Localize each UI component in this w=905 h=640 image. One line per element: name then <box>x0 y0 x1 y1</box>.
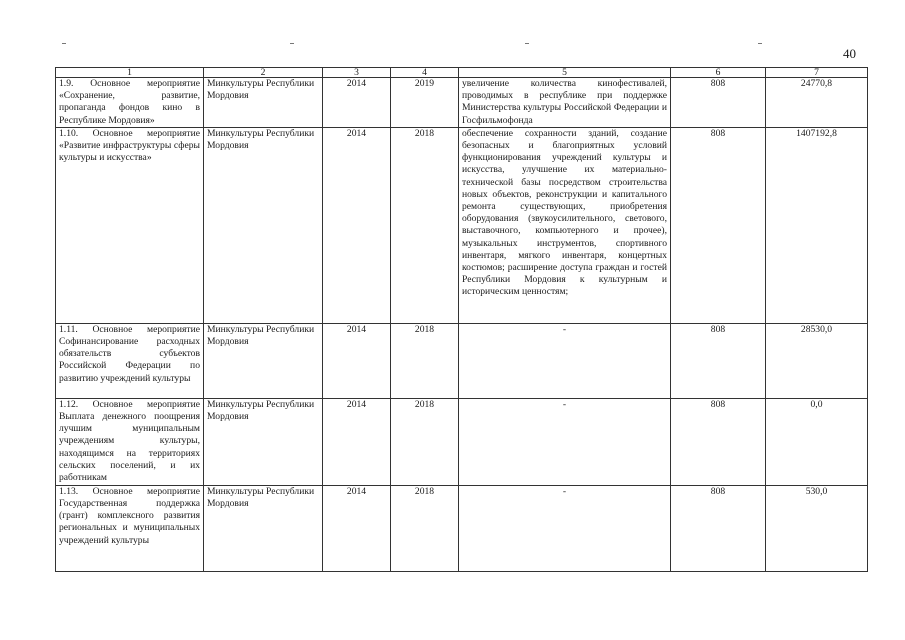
measure-name: 1.10. Основное мероприятие «Развитие инфраструктуры сферы культуры и искусства» <box>56 127 204 323</box>
page-number: 40 <box>843 46 856 61</box>
expected-result: увеличение количества кинофестивалей, проводимых в республике при поддержке Министерства культуры Российской Федерации и Госфильмофонда <box>459 78 671 128</box>
end-year: 2018 <box>391 398 459 485</box>
amount: 0,0 <box>766 398 868 485</box>
table-header-row <box>56 68 868 78</box>
measure-name: 1.11. Основное мероприятие Софинансирование расходных обязательств субъектов Российской Федерации по развитию учреждений культуры <box>56 323 204 398</box>
scan-mark <box>525 43 529 44</box>
column-header: 7 <box>766 68 868 78</box>
scan-mark <box>62 43 66 44</box>
table-row <box>56 398 868 485</box>
measures-table <box>55 67 868 572</box>
code: 808 <box>671 398 766 485</box>
expected-result: обеспечение сохранности зданий, создание безопасных и благоприятных условий функционирования учреждений культуры и искусства, улучшение их материально-технической базы посредством строительства новых объектов, реконструкции и капитального ремонта существующих, приобретения оборудования (звукоусилительного, светового, выставочного, компьютерного и прочее), музыкальных инструментов, спортивного инвентаря, мягкого инвентаря, концертных костюмов; расширение доступа граждан и гостей Республики Мордовия к культурным и историческим ценностям; <box>459 127 671 323</box>
code: 808 <box>671 485 766 571</box>
end-year: 2019 <box>391 78 459 128</box>
scan-mark <box>758 43 762 44</box>
scan-mark <box>290 43 294 44</box>
start-year: 2014 <box>323 323 391 398</box>
responsible-executor: Минкультуры Республики Мордовия <box>204 78 323 128</box>
responsible-executor: Минкультуры Республики Мордовия <box>204 485 323 571</box>
measure-name: 1.9. Основное мероприятие «Сохранение, развитие, пропаганда фондов кино в Республике Мордовия» <box>56 78 204 128</box>
column-header: 5 <box>459 68 671 78</box>
amount: 530,0 <box>766 485 868 571</box>
expected-result: - <box>459 323 671 398</box>
responsible-executor: Минкультуры Республики Мордовия <box>204 323 323 398</box>
measure-name: 1.12. Основное мероприятие Выплата денежного поощрения лучшим муниципальным учреждениям культуры, находящимся на территориях сельских поселений, и их работникам <box>56 398 204 485</box>
column-header: 1 <box>56 68 204 78</box>
amount: 28530,0 <box>766 323 868 398</box>
responsible-executor: Минкультуры Республики Мордовия <box>204 398 323 485</box>
column-header: 2 <box>204 68 323 78</box>
amount: 24770,8 <box>766 78 868 128</box>
amount: 1407192,8 <box>766 127 868 323</box>
code: 808 <box>671 127 766 323</box>
code: 808 <box>671 78 766 128</box>
expected-result: - <box>459 485 671 571</box>
code: 808 <box>671 323 766 398</box>
table-row <box>56 323 868 398</box>
column-header: 6 <box>671 68 766 78</box>
column-header: 3 <box>323 68 391 78</box>
end-year: 2018 <box>391 485 459 571</box>
responsible-executor: Минкультуры Республики Мордовия <box>204 127 323 323</box>
measure-name: 1.13. Основное мероприятие Государственная поддержка (грант) комплексного развития региональных и муниципальных учреждений культуры <box>56 485 204 571</box>
end-year: 2018 <box>391 323 459 398</box>
column-header: 4 <box>391 68 459 78</box>
start-year: 2014 <box>323 127 391 323</box>
start-year: 2014 <box>323 485 391 571</box>
table-row <box>56 127 868 323</box>
start-year: 2014 <box>323 398 391 485</box>
end-year: 2018 <box>391 127 459 323</box>
expected-result: - <box>459 398 671 485</box>
start-year: 2014 <box>323 78 391 128</box>
table-row <box>56 78 868 128</box>
table-row <box>56 485 868 571</box>
